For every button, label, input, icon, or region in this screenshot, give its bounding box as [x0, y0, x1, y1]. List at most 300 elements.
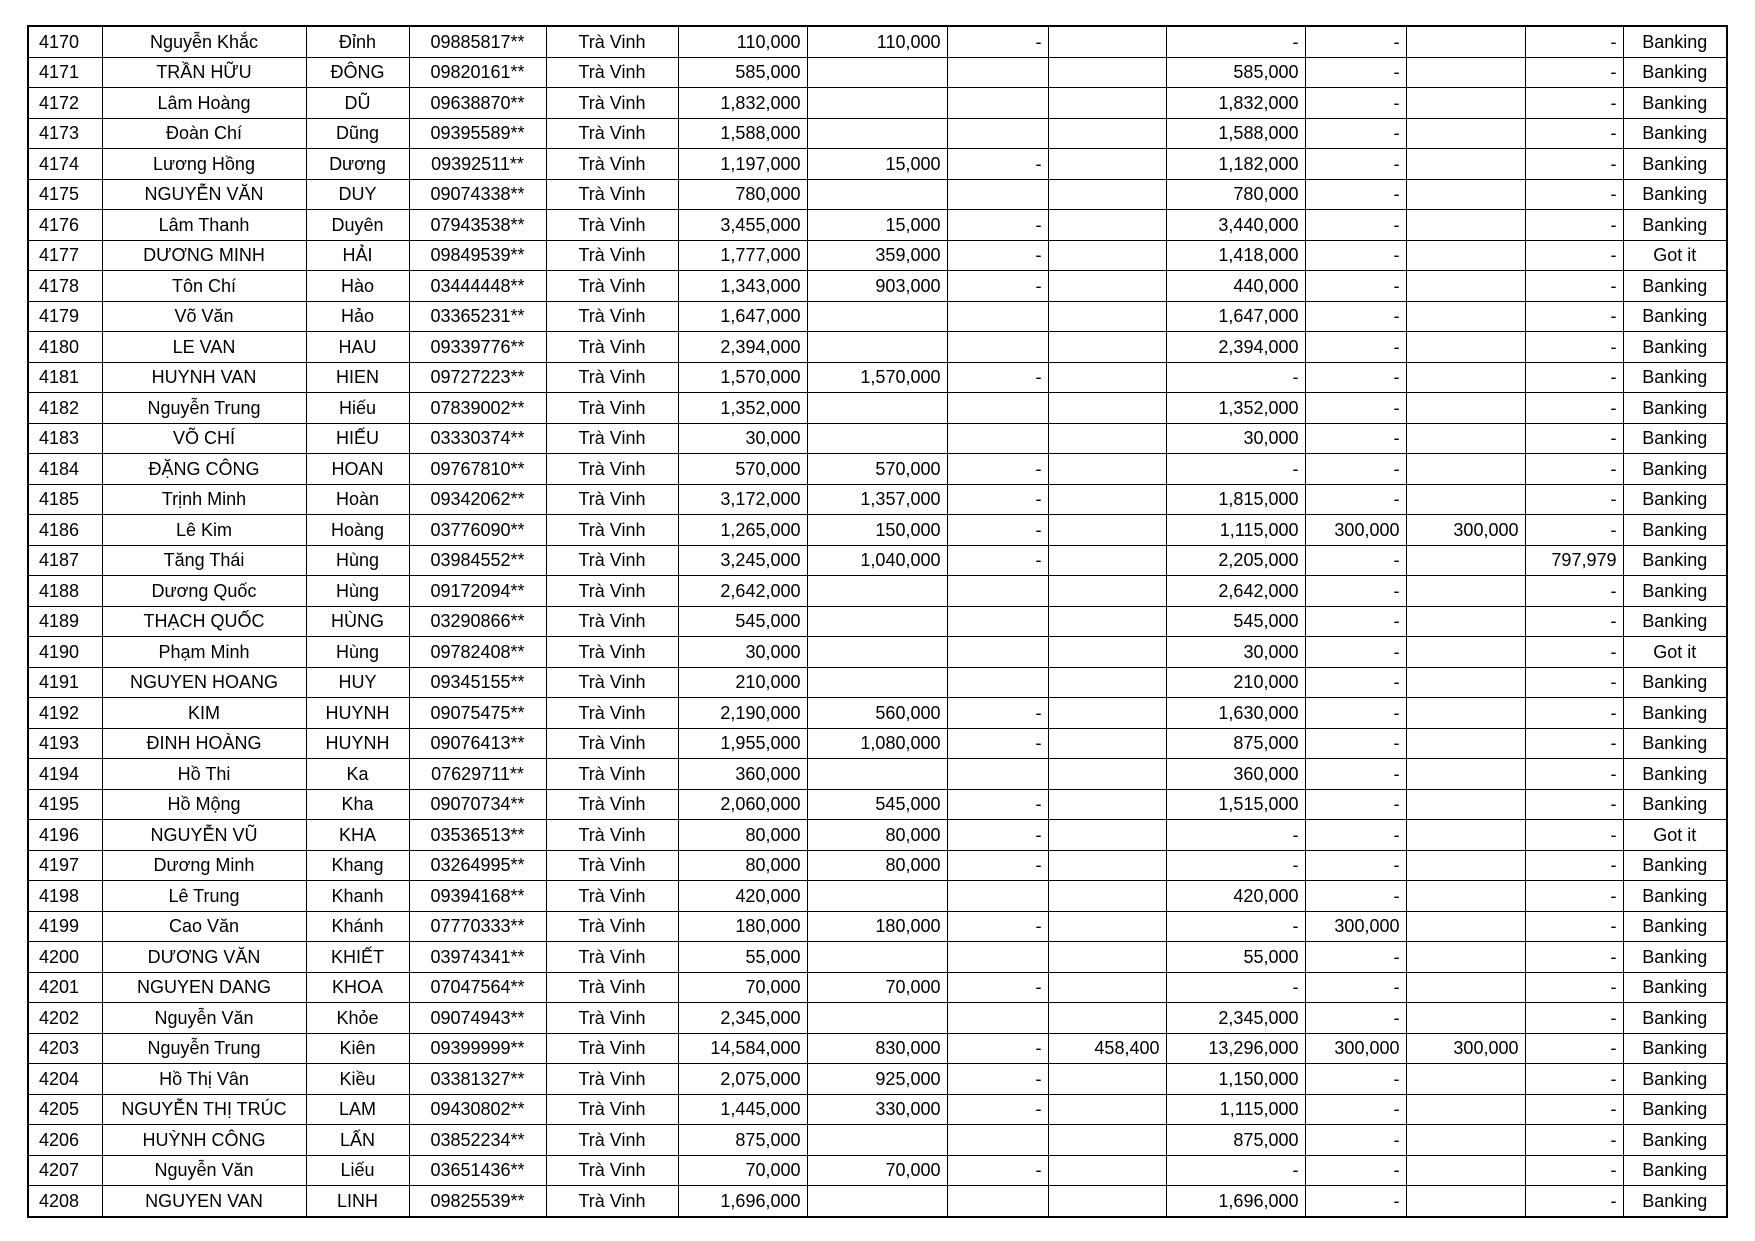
table-row: [28, 667, 1727, 698]
cell-amount-a: [807, 57, 947, 88]
cell-amount-d: -: [1305, 393, 1406, 424]
cell-amount-a: [807, 423, 947, 454]
cell-province: Trà Vinh: [546, 667, 678, 698]
cell-total-amount: 3,245,000: [678, 545, 807, 576]
cell-province: Trà Vinh: [546, 1094, 678, 1125]
cell-amount-b: [1048, 1186, 1166, 1217]
cell-phone: 03264995**: [409, 850, 546, 881]
cell-amount-f: -: [1525, 1064, 1623, 1095]
cell-dash-a: -: [947, 240, 1048, 271]
cell-amount-a: 15,000: [807, 149, 947, 180]
table-row: [28, 576, 1727, 607]
cell-given-name: Trịnh Minh: [102, 484, 306, 515]
cell-amount-b: [1048, 332, 1166, 363]
cell-dash-a: -: [947, 1094, 1048, 1125]
cell-amount-b: [1048, 1064, 1166, 1095]
cell-family-name: HIẾU: [306, 423, 409, 454]
cell-amount-a: 1,040,000: [807, 545, 947, 576]
cell-dash-a: -: [947, 362, 1048, 393]
cell-given-name: NGUYỄN VŨ: [102, 820, 306, 851]
cell-amount-f: -: [1525, 881, 1623, 912]
cell-row-id: 4170: [28, 26, 102, 57]
cell-amount-d: -: [1305, 26, 1406, 57]
cell-family-name: LẤN: [306, 1125, 409, 1156]
cell-given-name: NGUYEN VAN: [102, 1186, 306, 1217]
cell-amount-d: -: [1305, 606, 1406, 637]
cell-total-amount: 360,000: [678, 759, 807, 790]
cell-amount-f: -: [1525, 423, 1623, 454]
cell-given-name: Cao Văn: [102, 911, 306, 942]
cell-row-id: 4177: [28, 240, 102, 271]
cell-dash-a: -: [947, 1155, 1048, 1186]
cell-amount-a: [807, 393, 947, 424]
cell-dash-a: -: [947, 545, 1048, 576]
cell-total-amount: 30,000: [678, 423, 807, 454]
cell-amount-a: [807, 667, 947, 698]
cell-payment-method: Banking: [1623, 881, 1727, 912]
cell-amount-b: [1048, 393, 1166, 424]
cell-payment-method: Banking: [1623, 332, 1727, 363]
cell-amount-f: -: [1525, 637, 1623, 668]
cell-amount-e: [1406, 118, 1525, 149]
cell-amount-f: -: [1525, 393, 1623, 424]
cell-row-id: 4208: [28, 1186, 102, 1217]
cell-given-name: Tôn Chí: [102, 271, 306, 302]
cell-province: Trà Vinh: [546, 1064, 678, 1095]
cell-amount-c: 875,000: [1166, 728, 1305, 759]
cell-amount-d: -: [1305, 789, 1406, 820]
cell-phone: 03444448**: [409, 271, 546, 302]
cell-province: Trà Vinh: [546, 118, 678, 149]
cell-amount-e: [1406, 1003, 1525, 1034]
cell-phone: 09342062**: [409, 484, 546, 515]
cell-amount-d: -: [1305, 1186, 1406, 1217]
table-row: [28, 911, 1727, 942]
cell-dash-a: -: [947, 210, 1048, 241]
table-row: [28, 332, 1727, 363]
table-row: [28, 545, 1727, 576]
cell-amount-d: -: [1305, 484, 1406, 515]
cell-amount-c: 1,696,000: [1166, 1186, 1305, 1217]
cell-amount-c: -: [1166, 911, 1305, 942]
cell-amount-c: 3,440,000: [1166, 210, 1305, 241]
cell-amount-e: [1406, 637, 1525, 668]
cell-payment-method: Banking: [1623, 576, 1727, 607]
cell-payment-method: Banking: [1623, 1064, 1727, 1095]
cell-total-amount: 420,000: [678, 881, 807, 912]
cell-family-name: Hoàn: [306, 484, 409, 515]
cell-family-name: Hùng: [306, 637, 409, 668]
cell-dash-a: -: [947, 911, 1048, 942]
cell-amount-b: [1048, 423, 1166, 454]
cell-payment-method: Banking: [1623, 149, 1727, 180]
cell-row-id: 4176: [28, 210, 102, 241]
cell-amount-c: 1,630,000: [1166, 698, 1305, 729]
cell-total-amount: 2,190,000: [678, 698, 807, 729]
cell-amount-b: [1048, 271, 1166, 302]
cell-family-name: Hảo: [306, 301, 409, 332]
cell-phone: 09399999**: [409, 1033, 546, 1064]
cell-amount-a: 330,000: [807, 1094, 947, 1125]
cell-row-id: 4184: [28, 454, 102, 485]
cell-family-name: KHOA: [306, 972, 409, 1003]
cell-amount-d: 300,000: [1305, 911, 1406, 942]
cell-total-amount: 2,394,000: [678, 332, 807, 363]
cell-amount-e: [1406, 789, 1525, 820]
cell-family-name: HÙNG: [306, 606, 409, 637]
cell-amount-e: [1406, 667, 1525, 698]
cell-family-name: HAU: [306, 332, 409, 363]
cell-given-name: ĐINH HOÀNG: [102, 728, 306, 759]
cell-row-id: 4195: [28, 789, 102, 820]
cell-amount-f: -: [1525, 698, 1623, 729]
cell-amount-d: -: [1305, 545, 1406, 576]
cell-phone: 09074338**: [409, 179, 546, 210]
cell-total-amount: 3,455,000: [678, 210, 807, 241]
cell-phone: 03651436**: [409, 1155, 546, 1186]
cell-amount-e: [1406, 179, 1525, 210]
cell-phone: 09172094**: [409, 576, 546, 607]
table-row: [28, 606, 1727, 637]
cell-province: Trà Vinh: [546, 545, 678, 576]
cell-amount-d: -: [1305, 301, 1406, 332]
cell-amount-b: [1048, 545, 1166, 576]
cell-payment-method: Banking: [1623, 1186, 1727, 1217]
cell-given-name: Phạm Minh: [102, 637, 306, 668]
cell-payment-method: Banking: [1623, 972, 1727, 1003]
cell-total-amount: 780,000: [678, 179, 807, 210]
cell-amount-b: [1048, 1125, 1166, 1156]
cell-family-name: Hùng: [306, 576, 409, 607]
table-row: [28, 179, 1727, 210]
cell-family-name: Ka: [306, 759, 409, 790]
cell-amount-c: -: [1166, 26, 1305, 57]
cell-phone: 09849539**: [409, 240, 546, 271]
cell-amount-a: 545,000: [807, 789, 947, 820]
cell-given-name: Võ Văn: [102, 301, 306, 332]
cell-amount-a: [807, 881, 947, 912]
table-row: [28, 515, 1727, 546]
cell-dash-a: -: [947, 1064, 1048, 1095]
cell-amount-f: -: [1525, 606, 1623, 637]
cell-row-id: 4172: [28, 88, 102, 119]
cell-province: Trà Vinh: [546, 1003, 678, 1034]
cell-amount-d: -: [1305, 1094, 1406, 1125]
cell-amount-c: 780,000: [1166, 179, 1305, 210]
cell-dash-a: [947, 423, 1048, 454]
cell-amount-a: [807, 301, 947, 332]
table-row: [28, 637, 1727, 668]
cell-amount-d: -: [1305, 1064, 1406, 1095]
cell-amount-f: -: [1525, 1094, 1623, 1125]
cell-dash-a: -: [947, 271, 1048, 302]
cell-amount-c: 1,418,000: [1166, 240, 1305, 271]
cell-amount-e: [1406, 88, 1525, 119]
cell-amount-d: -: [1305, 850, 1406, 881]
cell-amount-f: -: [1525, 728, 1623, 759]
cell-phone: 09767810**: [409, 454, 546, 485]
cell-amount-e: [1406, 1125, 1525, 1156]
cell-amount-f: -: [1525, 1003, 1623, 1034]
table-row: [28, 1155, 1727, 1186]
cell-amount-a: 903,000: [807, 271, 947, 302]
cell-amount-f: -: [1525, 88, 1623, 119]
cell-amount-a: 570,000: [807, 454, 947, 485]
table-row: [28, 57, 1727, 88]
table-row: [28, 789, 1727, 820]
cell-amount-e: [1406, 1064, 1525, 1095]
cell-amount-a: 110,000: [807, 26, 947, 57]
cell-amount-b: [1048, 149, 1166, 180]
cell-amount-e: [1406, 728, 1525, 759]
table-row: [28, 1003, 1727, 1034]
cell-row-id: 4203: [28, 1033, 102, 1064]
cell-amount-a: [807, 637, 947, 668]
cell-total-amount: 2,642,000: [678, 576, 807, 607]
cell-given-name: Hồ Mộng: [102, 789, 306, 820]
table-row: [28, 118, 1727, 149]
cell-amount-c: 210,000: [1166, 667, 1305, 698]
cell-amount-d: -: [1305, 423, 1406, 454]
cell-row-id: 4205: [28, 1094, 102, 1125]
cell-total-amount: 545,000: [678, 606, 807, 637]
cell-family-name: Đỉnh: [306, 26, 409, 57]
cell-amount-d: -: [1305, 271, 1406, 302]
table-row: [28, 728, 1727, 759]
cell-amount-c: 420,000: [1166, 881, 1305, 912]
cell-amount-c: 2,205,000: [1166, 545, 1305, 576]
cell-given-name: ĐẶNG CÔNG: [102, 454, 306, 485]
cell-total-amount: 70,000: [678, 1155, 807, 1186]
cell-phone: 09392511**: [409, 149, 546, 180]
cell-amount-b: [1048, 240, 1166, 271]
cell-given-name: HUYNH VAN: [102, 362, 306, 393]
cell-given-name: Nguyễn Văn: [102, 1155, 306, 1186]
cell-amount-b: [1048, 454, 1166, 485]
cell-total-amount: 1,343,000: [678, 271, 807, 302]
cell-amount-f: 797,979: [1525, 545, 1623, 576]
cell-given-name: NGUYEN DANG: [102, 972, 306, 1003]
cell-amount-d: -: [1305, 637, 1406, 668]
cell-family-name: HOAN: [306, 454, 409, 485]
cell-amount-b: 458,400: [1048, 1033, 1166, 1064]
cell-row-id: 4204: [28, 1064, 102, 1095]
cell-amount-a: [807, 1186, 947, 1217]
cell-phone: 09345155**: [409, 667, 546, 698]
cell-dash-a: -: [947, 820, 1048, 851]
cell-amount-f: -: [1525, 271, 1623, 302]
cell-amount-c: 1,832,000: [1166, 88, 1305, 119]
data-table: [27, 25, 1728, 1218]
cell-amount-b: [1048, 972, 1166, 1003]
cell-total-amount: 1,696,000: [678, 1186, 807, 1217]
table-row: [28, 972, 1727, 1003]
cell-amount-b: [1048, 362, 1166, 393]
cell-family-name: HẢI: [306, 240, 409, 271]
cell-province: Trà Vinh: [546, 759, 678, 790]
cell-dash-a: -: [947, 1033, 1048, 1064]
table-body: [28, 26, 1727, 1217]
cell-given-name: VÕ CHÍ: [102, 423, 306, 454]
cell-amount-d: 300,000: [1305, 515, 1406, 546]
cell-family-name: DŨ: [306, 88, 409, 119]
cell-amount-e: [1406, 576, 1525, 607]
cell-total-amount: 80,000: [678, 820, 807, 851]
cell-amount-d: -: [1305, 210, 1406, 241]
table-row: [28, 484, 1727, 515]
cell-amount-b: [1048, 911, 1166, 942]
cell-amount-c: 1,352,000: [1166, 393, 1305, 424]
table-row: [28, 240, 1727, 271]
cell-payment-method: Banking: [1623, 789, 1727, 820]
cell-amount-a: 1,357,000: [807, 484, 947, 515]
cell-family-name: HIEN: [306, 362, 409, 393]
cell-amount-e: [1406, 942, 1525, 973]
cell-phone: 09825539**: [409, 1186, 546, 1217]
cell-total-amount: 1,265,000: [678, 515, 807, 546]
table-row: [28, 26, 1727, 57]
cell-amount-a: 80,000: [807, 820, 947, 851]
cell-amount-e: [1406, 484, 1525, 515]
table-row: [28, 850, 1727, 881]
cell-phone: 07629711**: [409, 759, 546, 790]
cell-given-name: NGUYỄN THỊ TRÚC: [102, 1094, 306, 1125]
cell-amount-a: [807, 332, 947, 363]
cell-province: Trà Vinh: [546, 149, 678, 180]
cell-province: Trà Vinh: [546, 820, 678, 851]
cell-dash-a: [947, 393, 1048, 424]
cell-total-amount: 180,000: [678, 911, 807, 942]
cell-amount-b: [1048, 515, 1166, 546]
cell-payment-method: Banking: [1623, 850, 1727, 881]
cell-amount-b: [1048, 698, 1166, 729]
cell-amount-b: [1048, 57, 1166, 88]
cell-amount-d: -: [1305, 576, 1406, 607]
cell-amount-d: -: [1305, 698, 1406, 729]
cell-province: Trà Vinh: [546, 271, 678, 302]
cell-amount-e: [1406, 850, 1525, 881]
cell-row-id: 4187: [28, 545, 102, 576]
cell-given-name: Lê Trung: [102, 881, 306, 912]
table-row: [28, 423, 1727, 454]
cell-family-name: Liếu: [306, 1155, 409, 1186]
cell-amount-f: -: [1525, 667, 1623, 698]
cell-amount-b: [1048, 301, 1166, 332]
cell-row-id: 4174: [28, 149, 102, 180]
cell-amount-a: [807, 942, 947, 973]
cell-family-name: Duyên: [306, 210, 409, 241]
cell-family-name: Dương: [306, 149, 409, 180]
cell-row-id: 4192: [28, 698, 102, 729]
cell-total-amount: 585,000: [678, 57, 807, 88]
cell-amount-a: [807, 118, 947, 149]
cell-payment-method: Banking: [1623, 545, 1727, 576]
cell-dash-a: -: [947, 484, 1048, 515]
cell-amount-d: -: [1305, 362, 1406, 393]
cell-amount-f: -: [1525, 1186, 1623, 1217]
cell-amount-e: 300,000: [1406, 515, 1525, 546]
cell-amount-c: 1,815,000: [1166, 484, 1305, 515]
cell-total-amount: 570,000: [678, 454, 807, 485]
cell-amount-d: -: [1305, 179, 1406, 210]
cell-phone: 09395589**: [409, 118, 546, 149]
cell-given-name: Đoàn Chí: [102, 118, 306, 149]
cell-amount-a: 180,000: [807, 911, 947, 942]
cell-payment-method: Banking: [1623, 423, 1727, 454]
cell-phone: 09885817**: [409, 26, 546, 57]
cell-family-name: HUYNH: [306, 728, 409, 759]
cell-total-amount: 110,000: [678, 26, 807, 57]
cell-amount-e: [1406, 698, 1525, 729]
cell-dash-a: -: [947, 26, 1048, 57]
cell-amount-c: 55,000: [1166, 942, 1305, 973]
cell-amount-a: [807, 759, 947, 790]
cell-dash-a: -: [947, 850, 1048, 881]
cell-amount-c: 2,394,000: [1166, 332, 1305, 363]
cell-amount-d: -: [1305, 972, 1406, 1003]
cell-amount-f: -: [1525, 759, 1623, 790]
cell-amount-b: [1048, 759, 1166, 790]
cell-amount-f: -: [1525, 789, 1623, 820]
cell-row-id: 4183: [28, 423, 102, 454]
cell-dash-a: [947, 1186, 1048, 1217]
cell-amount-f: -: [1525, 240, 1623, 271]
cell-amount-f: -: [1525, 850, 1623, 881]
cell-dash-a: -: [947, 515, 1048, 546]
cell-given-name: Nguyễn Trung: [102, 1033, 306, 1064]
cell-payment-method: Banking: [1623, 484, 1727, 515]
cell-phone: 03381327**: [409, 1064, 546, 1095]
cell-payment-method: Banking: [1623, 118, 1727, 149]
cell-amount-f: -: [1525, 57, 1623, 88]
cell-amount-e: [1406, 57, 1525, 88]
cell-amount-e: [1406, 149, 1525, 180]
cell-row-id: 4201: [28, 972, 102, 1003]
cell-amount-d: -: [1305, 240, 1406, 271]
cell-amount-e: [1406, 1094, 1525, 1125]
cell-amount-e: 300,000: [1406, 1033, 1525, 1064]
cell-amount-f: -: [1525, 301, 1623, 332]
table-row: [28, 1064, 1727, 1095]
cell-province: Trà Vinh: [546, 881, 678, 912]
cell-amount-c: 440,000: [1166, 271, 1305, 302]
cell-total-amount: 30,000: [678, 637, 807, 668]
cell-amount-b: [1048, 118, 1166, 149]
cell-dash-a: [947, 637, 1048, 668]
cell-row-id: 4190: [28, 637, 102, 668]
cell-amount-e: [1406, 210, 1525, 241]
cell-row-id: 4188: [28, 576, 102, 607]
cell-amount-c: 545,000: [1166, 606, 1305, 637]
cell-given-name: Lê Kim: [102, 515, 306, 546]
cell-payment-method: Banking: [1623, 515, 1727, 546]
cell-total-amount: 55,000: [678, 942, 807, 973]
cell-amount-d: -: [1305, 667, 1406, 698]
cell-given-name: Dương Minh: [102, 850, 306, 881]
cell-amount-a: [807, 1125, 947, 1156]
cell-amount-b: [1048, 210, 1166, 241]
table-row: [28, 271, 1727, 302]
cell-family-name: Khánh: [306, 911, 409, 942]
cell-phone: 03984552**: [409, 545, 546, 576]
cell-amount-e: [1406, 423, 1525, 454]
cell-dash-a: [947, 667, 1048, 698]
table-row: [28, 942, 1727, 973]
cell-phone: 09727223**: [409, 362, 546, 393]
cell-amount-e: [1406, 393, 1525, 424]
cell-payment-method: Banking: [1623, 88, 1727, 119]
cell-dash-a: [947, 759, 1048, 790]
